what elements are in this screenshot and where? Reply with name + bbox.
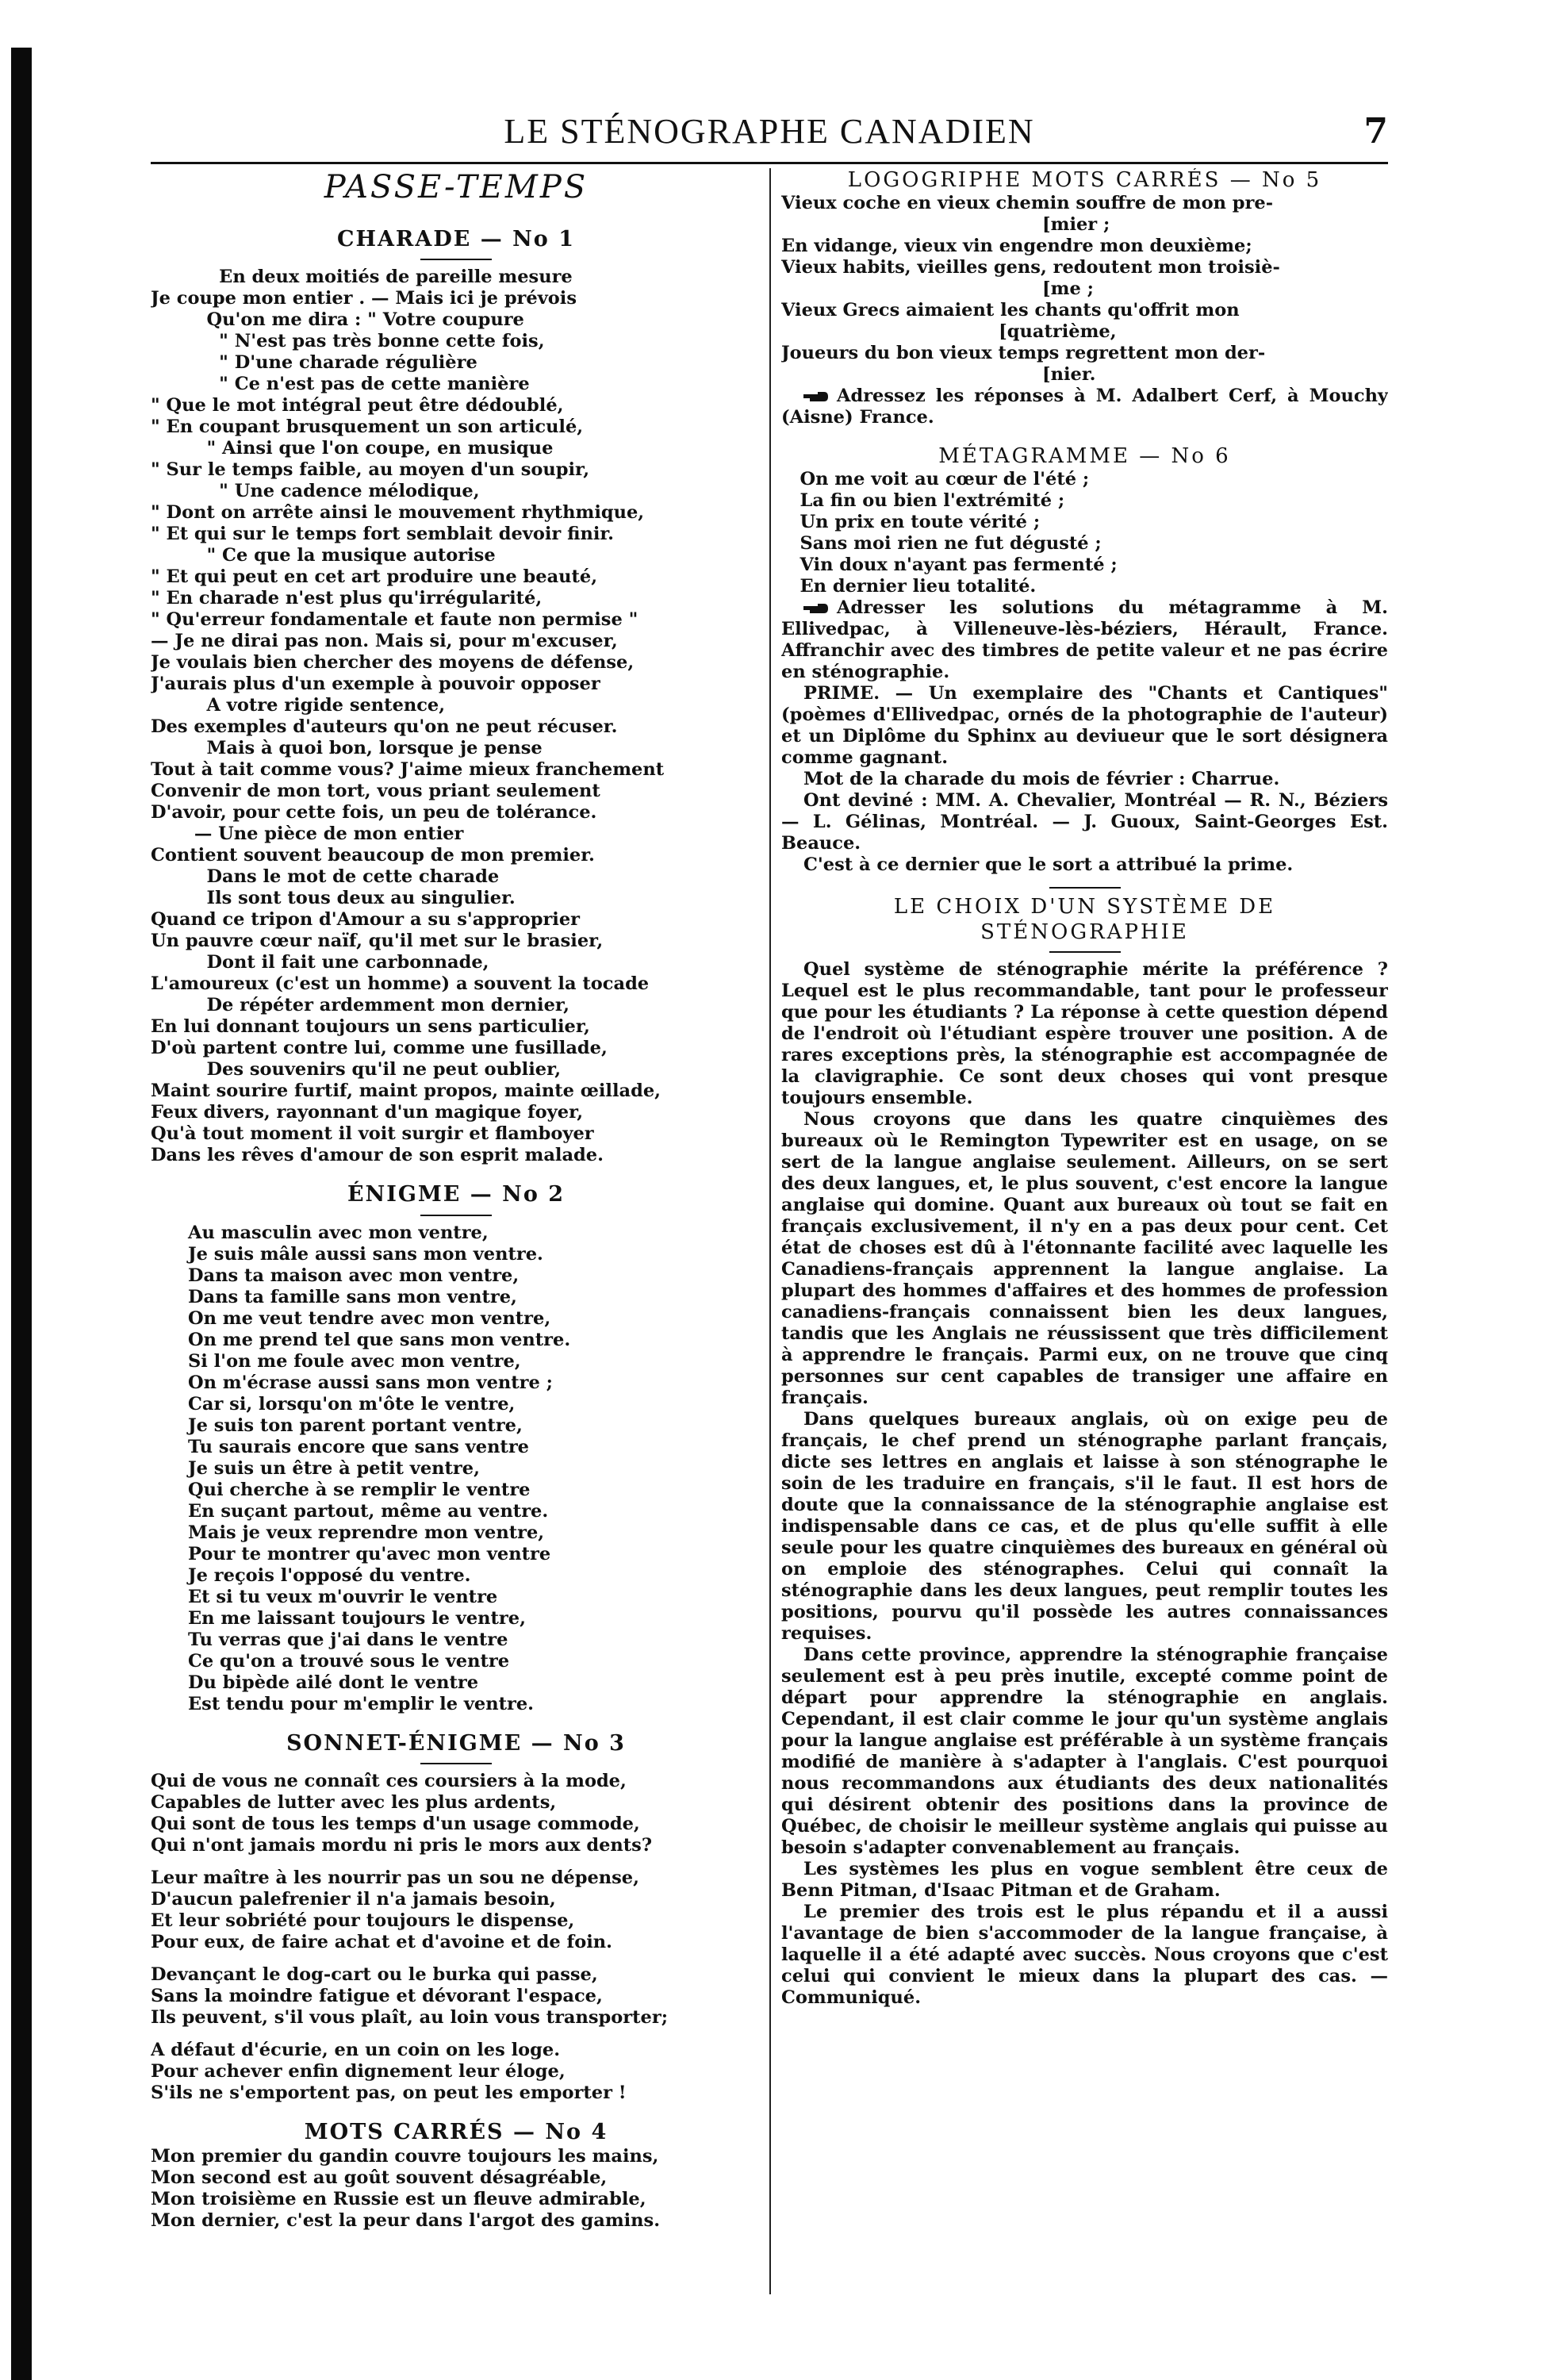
verse-line: Quand ce tripon d'Amour a su s'approprier bbox=[151, 909, 581, 931]
page-edge-shadow bbox=[11, 48, 32, 2380]
verse-line: Je reçois l'opposé du ventre. bbox=[151, 1564, 471, 1586]
verse-line: Qu'à tout moment il voit surgir et flamboyer bbox=[151, 1123, 594, 1145]
verse-line: [mier ; bbox=[781, 214, 1110, 236]
right-column bbox=[781, 168, 1388, 2332]
verse-line: Ils peuvent, s'il vous plaît, au loin vous transporter; bbox=[151, 2007, 668, 2029]
metagramme-address-text: Adresser les solutions du métagramme à M. Ellivedpac, à Villeneuve-lès-béziers, Hérault, France. Affranchir avec des timbres de petite valeur et ne pas écrire en sténographie. bbox=[781, 597, 1388, 683]
verse-line: D'où partent contre lui, comme une fusillade, bbox=[151, 1038, 608, 1059]
verse-line: De répéter ardemment mon dernier, bbox=[151, 995, 569, 1016]
verse-line: Vieux habits, vieilles gens, redoutent mon troisiè- bbox=[781, 257, 1280, 278]
sonnet-title: SONNET-ÉNIGME — No 3 bbox=[286, 1730, 626, 1756]
article-title-line1: LE CHOIX D'UN SYSTÈME DE bbox=[893, 895, 1276, 919]
verse-line: Vin doux n'ayant pas fermenté ; bbox=[781, 555, 1118, 576]
metagramme-poem bbox=[781, 469, 1388, 597]
article-paragraph: Quel système de sténographie mérite la préférence ? Lequel est le plus recommandable, tant pour le professeur que pour les étudiants ? La réponse à cette question dépend de l'endroit où l'étudiant espère trouver une position. A de rares exceptions près, la sténographie est accompagnée de la clavigraphie. Ce sont deux choses qui vont presque toujours ensemble. bbox=[781, 958, 1388, 1108]
verse-line: Car si, lorsqu'on m'ôte le ventre, bbox=[151, 1393, 516, 1415]
verse-line: Qui cherche à se remplir le ventre bbox=[151, 1479, 531, 1500]
verse-line: Est tendu pour m'emplir le ventre. bbox=[151, 1693, 534, 1714]
charade-solution: Mot de la charade du mois de février : Charrue. bbox=[803, 769, 1280, 790]
verse-line: Et leur sobriété pour toujours le dispense, bbox=[151, 1910, 575, 1932]
journal-title: LE STÉNOGRAPHE CANADIEN bbox=[504, 112, 1035, 151]
verse-line: La fin ou bien l'extrémité ; bbox=[781, 490, 1065, 512]
article-paragraph: Le premier des trois est le plus répandu et il a aussi l'avantage de bien s'accommoder de la langue française, à laquelle il a été adapté avec succès. Nous croyons que c'est celui qui convient le mieux dans la plupart des cas. — Communiqué. bbox=[781, 1901, 1388, 2008]
section-rule bbox=[1049, 887, 1121, 889]
verse-line: Du bipède ailé dont le ventre bbox=[151, 1672, 479, 1693]
verse-line: [me ; bbox=[781, 278, 1094, 300]
verse-line: Ils sont tous deux au singulier. bbox=[151, 888, 516, 909]
column-divider bbox=[769, 168, 771, 2294]
title-rule bbox=[420, 1763, 492, 1764]
verse-line: On me veut tendre avec mon ventre, bbox=[151, 1307, 551, 1329]
solvers-list: Ont deviné : MM. A. Chevalier, Montréal — R. N., Béziers — L. Gélinas, Montréal. — J. Guoux, Saint-Georges Est. Beauce. bbox=[781, 790, 1388, 854]
stanza-gap bbox=[151, 1856, 761, 1868]
verse-line: A défaut d'écurie, en un coin on les loge. bbox=[151, 2040, 561, 2061]
verse-line: Feux divers, rayonnant d'un magique foyer, bbox=[151, 1102, 584, 1123]
logogriphe-address-text: Adressez les réponses à M. Adalbert Cerf, à Mouchy (Aisne) France. bbox=[781, 386, 1388, 428]
verse-line: Dans les rêves d'amour de son esprit malade. bbox=[151, 1145, 604, 1166]
verse-line: " Qu'erreur fondamentale et faute non permise " bbox=[151, 609, 638, 631]
verse-line: — Je ne dirai pas non. Mais si, pour m'excuser, bbox=[151, 631, 618, 652]
verse-line: Qui sont de tous les temps d'un usage commode, bbox=[151, 1814, 640, 1835]
verse-line: D'avoir, pour cette fois, un peu de tolérance. bbox=[151, 802, 597, 823]
verse-line: " En charade n'est plus qu'irrégularité, bbox=[151, 588, 543, 609]
verse-line: Tu verras que j'ai dans le ventre bbox=[151, 1629, 508, 1650]
verse-line: Et si tu veux m'ouvrir le ventre bbox=[151, 1586, 498, 1607]
metagramme-title: MÉTAGRAMME — No 6 bbox=[938, 444, 1231, 469]
verse-line: Tout à tait comme vous? J'aime mieux franchement bbox=[151, 759, 665, 781]
verse-line: En deux moitiés de pareille mesure bbox=[151, 267, 573, 288]
verse-line: Je voulais bien chercher des moyens de défense, bbox=[151, 652, 635, 674]
verse-line: Dont il fait une carbonnade, bbox=[151, 952, 489, 973]
verse-line: Au masculin avec mon ventre, bbox=[151, 1222, 489, 1243]
page-header bbox=[151, 111, 1388, 159]
verse-line: Si l'on me foule avec mon ventre, bbox=[151, 1350, 521, 1372]
article-paragraph: Dans cette province, apprendre la sténographie française seulement est à peu près inutile, excepté comme point de départ pour apprendre la sténographie en anglais. Cependant, il est clair comme le jour qu'un système anglais pour la langue anglaise est préférable à un système français modifié de manière à s'adapter à l'anglais. C'est pourquoi nous recommandons aux étudiants des deux nationalités qui désirent obtenir des positions dans la province de Québec, de choisir le meilleur système anglais qui puisse au besoin s'adapter convenablement au français. bbox=[781, 1644, 1388, 1858]
enigme-title: ÉNIGME — No 2 bbox=[347, 1182, 566, 1207]
verse-line: Je suis mâle aussi sans mon ventre. bbox=[151, 1243, 543, 1265]
verse-line: Qu'on me dira : " Votre coupure bbox=[151, 309, 524, 331]
title-rule bbox=[1049, 951, 1121, 953]
logogriphe-title: LOGOGRIPHE MOTS CARRÉS — No 5 bbox=[847, 168, 1322, 192]
verse-line: On m'écrase aussi sans mon ventre ; bbox=[151, 1372, 553, 1393]
logogriphe-address bbox=[781, 386, 1388, 428]
prime-text: PRIME. — Un exemplaire des "Chants et Cantiques" (poèmes d'Ellivedpac, ornés de la photographie de l'auteur) et un Diplôme du Sphinx au deviueur que le sort désignera comme gagnant. bbox=[781, 683, 1388, 769]
verse-line: " Et qui sur le temps fort semblait devoir finir. bbox=[151, 524, 615, 545]
left-column bbox=[151, 168, 761, 2332]
verse-line: Maint sourire furtif, maint propos, mainte œillade, bbox=[151, 1081, 661, 1102]
verse-line: Des exemples d'auteurs qu'on ne peut récuser. bbox=[151, 716, 618, 738]
stanza-gap bbox=[151, 1953, 761, 1964]
verse-line: Sans la moindre fatigue et dévorant l'espace, bbox=[151, 1986, 603, 2007]
article-body bbox=[781, 959, 1388, 2009]
verse-line: " D'une charade régulière bbox=[151, 352, 477, 374]
verse-line: " N'est pas très bonne cette fois, bbox=[151, 331, 545, 352]
verse-line: Contient souvent beaucoup de mon premier. bbox=[151, 845, 595, 866]
verse-line: " Ainsi que l'on coupe, en musique bbox=[151, 438, 554, 459]
verse-line: S'ils ne s'emportent pas, on peut les emporter ! bbox=[151, 2082, 627, 2104]
article-paragraph: Dans quelques bureaux anglais, où on exige peu de français, le chef prend un sténographe parlant français, dicte ses lettres en anglais et laisse à son sténographe le soin de les traduire en français, s'il le faut. Il est hors de doute que la connaissance de la sténographie anglaise est indispensable dans ce cas, et de plus qu'elle suffit à elle seule pour les quatre cinquièmes des bureaux en général où on emploie des sténographes. Celui qui connaît la sténographie dans les deux langues, peut remplir toutes les positions, pourvu qu'il possède les autres connaissances requises. bbox=[781, 1408, 1388, 1644]
verse-line: En dernier lieu totalité. bbox=[781, 576, 1037, 597]
verse-line: Je suis un être à petit ventre, bbox=[151, 1457, 480, 1479]
verse-line: Mais je veux reprendre mon ventre, bbox=[151, 1522, 545, 1543]
verse-line: On me prend tel que sans mon ventre. bbox=[151, 1329, 571, 1350]
verse-line: [nier. bbox=[781, 364, 1096, 386]
section-title-passe-temps: PASSE-TEMPS bbox=[324, 169, 589, 205]
verse-line: En lui donnant toujours un sens particulier, bbox=[151, 1016, 590, 1038]
verse-line: " Et qui peut en cet art produire une beauté, bbox=[151, 566, 598, 588]
verse-line: D'aucun palefrenier il n'a jamais besoin, bbox=[151, 1889, 556, 1910]
verse-line: J'aurais plus d'un exemple à pouvoir opposer bbox=[151, 674, 600, 695]
verse-line: Vieux coche en vieux chemin souffre de mon pre- bbox=[781, 193, 1274, 214]
verse-line: Pour te montrer qu'avec mon ventre bbox=[151, 1543, 551, 1564]
verse-line: Des souvenirs qu'il ne peut oublier, bbox=[151, 1059, 562, 1081]
verse-line: Un prix en toute vérité ; bbox=[781, 512, 1041, 533]
title-rule bbox=[420, 1215, 492, 1216]
header-rule bbox=[151, 162, 1388, 164]
verse-line: Dans le mot de cette charade bbox=[151, 866, 500, 888]
verse-line: Convenir de mon tort, vous priant seulement bbox=[151, 781, 600, 802]
pointing-hand-icon bbox=[803, 390, 829, 403]
verse-line: Ce qu'on a trouvé sous le ventre bbox=[151, 1650, 510, 1672]
verse-line: Mon troisième en Russie est un fleuve admirable, bbox=[151, 2188, 646, 2209]
verse-line: [quatrième, bbox=[781, 321, 1117, 343]
verse-line: En vidange, vieux vin engendre mon deuxième; bbox=[781, 236, 1252, 257]
pointing-hand-icon bbox=[803, 602, 829, 615]
verse-line: Un pauvre cœur naïf, qu'il met sur le brasier, bbox=[151, 931, 604, 952]
verse-line: Devançant le dog-cart ou le burka qui passe, bbox=[151, 1964, 598, 1986]
prime-winner: C'est à ce dernier que le sort a attribué la prime. bbox=[803, 854, 1294, 876]
enigme-poem bbox=[151, 1223, 761, 1715]
verse-line: Mon dernier, c'est la peur dans l'argot des gamins. bbox=[151, 2209, 661, 2231]
verse-line: " Ce n'est pas de cette manière bbox=[151, 374, 530, 395]
metagramme-info bbox=[781, 597, 1388, 876]
verse-line: " Que le mot intégral peut être dédoublé, bbox=[151, 395, 564, 416]
verse-line: Je suis ton parent portant ventre, bbox=[151, 1415, 523, 1436]
verse-line: Dans ta maison avec mon ventre, bbox=[151, 1265, 520, 1286]
verse-line: L'amoureux (c'est un homme) a souvent la tocade bbox=[151, 973, 650, 995]
verse-line: A votre rigide sentence, bbox=[151, 695, 446, 716]
article-paragraph: Les systèmes les plus en vogue semblent être ceux de Benn Pitman, d'Isaac Pitman et de Graham. bbox=[781, 1858, 1388, 1901]
verse-line: " En coupant brusquement un son articulé, bbox=[151, 416, 584, 438]
verse-line: Tu saurais encore que sans ventre bbox=[151, 1436, 529, 1457]
verse-line: En suçant partout, même au ventre. bbox=[151, 1500, 549, 1522]
verse-line: " Dont on arrête ainsi le mouvement rhythmique, bbox=[151, 502, 645, 524]
verse-line: Dans ta famille sans mon ventre, bbox=[151, 1286, 517, 1307]
verse-line: Pour eux, de faire achat et d'avoine et de foin. bbox=[151, 1932, 612, 1953]
verse-line: — Une pièce de mon entier bbox=[151, 823, 464, 845]
verse-line: On me voit au cœur de l'été ; bbox=[781, 469, 1090, 490]
verse-line: Leur maître à les nourrir pas un sou ne dépense, bbox=[151, 1868, 639, 1889]
mots-carres-title: MOTS CARRÉS — No 4 bbox=[304, 2120, 608, 2145]
page-number: 7 bbox=[1363, 111, 1388, 152]
verse-line: Joueurs du bon vieux temps regrettent mon der- bbox=[781, 343, 1266, 364]
sonnet-poem bbox=[151, 1771, 761, 2104]
stanza-gap bbox=[151, 2029, 761, 2040]
verse-line: Mais à quoi bon, lorsque je pense bbox=[151, 738, 543, 759]
charade-poem bbox=[151, 267, 761, 1166]
article-paragraph: Nous croyons que dans les quatre cinquièmes des bureaux où le Remington Typewriter est en usage, on se sert de la langue anglaise seulement. Ailleurs, on se sert des deux langues, et, le plus souvent, c'est encore la langue anglaise qui domine. Quant aux bureaux où tout se fait en français exclusivement, il n'y en a pas deux pour cent. Cet état de choses est dû à l'étonnante facilité avec laquelle les Canadiens-français apprennent la langue anglaise. La plupart des hommes d'affaires et des hommes de profession canadiens-français connaissent bien les deux langues, tandis que les Anglais ne réussissent que très difficilement à apprendre le français. Parmi eux, on ne trouve que cinq personnes sur cent capables de transiger une affaire en français. bbox=[781, 1108, 1388, 1408]
article-title-line2: STÉNOGRAPHIE bbox=[980, 919, 1189, 944]
verse-line: Mon second est au goût souvent désagréable, bbox=[151, 2167, 608, 2188]
verse-line: En me laissant toujours le ventre, bbox=[151, 1607, 526, 1629]
verse-line: Mon premier du gandin couvre toujours les mains, bbox=[151, 2145, 659, 2167]
verse-line: Je coupe mon entier . — Mais ici je prévois bbox=[151, 288, 577, 309]
verse-line: Pour achever enfin dignement leur éloge, bbox=[151, 2061, 566, 2082]
verse-line: Sans moi rien ne fut dégusté ; bbox=[781, 533, 1102, 555]
verse-line: " Ce que la musique autorise bbox=[151, 545, 496, 566]
verse-line: " Sur le temps faible, au moyen d'un soupir, bbox=[151, 459, 590, 481]
title-rule bbox=[420, 259, 492, 260]
mots-carres-poem bbox=[151, 2146, 761, 2232]
logogriphe-poem bbox=[781, 193, 1388, 386]
verse-line: Qui n'ont jamais mordu ni pris le mors aux dents? bbox=[151, 1835, 652, 1856]
verse-line: Qui de vous ne connaît ces coursiers à la mode, bbox=[151, 1771, 627, 1792]
charade-title: CHARADE — No 1 bbox=[336, 227, 575, 251]
verse-line: Capables de lutter avec les plus ardents, bbox=[151, 1792, 557, 1814]
verse-line: " Une cadence mélodique, bbox=[151, 481, 480, 502]
verse-line: Vieux Grecs aimaient les chants qu'offrit mon bbox=[781, 300, 1240, 321]
